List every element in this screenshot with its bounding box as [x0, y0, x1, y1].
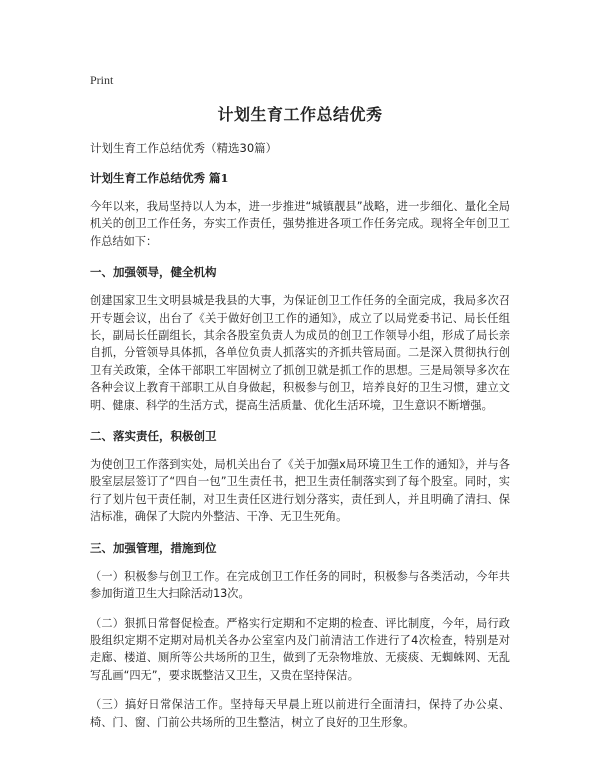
section-2-paragraph-1: 为使创卫工作落到实处，局机关出台了《关于加强x局环境卫生工作的通知》，并与各股室层层签订了“四自一包”卫生责任书，把卫生责任制落实到了每个股室。同时，实行了划片包干责任制，对卫生责任区进行划分落实，责任到人，并且明确了清扫、保洁标准，确保了大院内外整洁、干净、无卫生死角。 [90, 458, 510, 524]
section-3-paragraph-3: （三）搞好日常保洁工作。坚持每天早晨上班以前进行全面清扫，保持了办公桌、椅、门、窗、门前公共场所的卫生整洁，树立了良好的卫生形象。 [90, 698, 510, 729]
section-1-paragraph-1: 创建国家卫生文明县城是我县的大事，为保证创卫工作任务的全面完成，我局多次召开专题会议，出台了《关于做好创卫工作的通知》，成立了以局党委书记、局长任组长，副局长任副组长，其余各股室负责人为成员的创卫工作领导小组，形成了局长亲自抓，分管领导具体抓，各单位负责人抓落实的齐抓共管局面。二是深入贯彻执行创卫有关政策，全体干部职工牢固树立了抓创卫就是抓工作的思想。三是局领导多次在各种会议上教育干部职工从自身做起，积极参与创卫，培养良好的卫生习惯，建立文明、健康、科学的生活方式，提高生活质量、优化生活环境，卫生意识不断增强。 [90, 294, 510, 412]
document-title: 计划生育工作总结优秀 [217, 105, 383, 124]
section-heading-2: 二、落实责任，积极创卫 [90, 429, 217, 444]
section-3-paragraph-1: （一）积极参与创卫工作。在完成创卫工作任务的同时，积极参与各类活动，今年共参加街道卫生大扫除活动13次。 [90, 569, 510, 601]
article-title: 计划生育工作总结优秀 篇1 [90, 171, 229, 185]
intro-paragraph: 今年以来，我局坚持以人为本，进一步推进“城镇靓县”战略，进一步细化、量化全局机关的创卫工作任务，夯实工作责任，强势推进各项工作任务完成。现将全年创卫工作总结如下： [90, 200, 510, 248]
document-subtitle: 计划生育工作总结优秀（精选30篇） [90, 141, 278, 155]
section-3-paragraph-2: （二）狠抓日常督促检查。严格实行定期和不定期的检查、评比制度，今年，局行政股组织定期不定期对局机关各办公室室内及门前清洁工作进行了4次检查，特别是对走廊、楼道、厕所等公共场所的卫生，做到了无杂物堆放、无痰痰、无蜘蛛网、无乱写乱画“四无”，要求既整洁又卫生，又贵在坚持保洁。 [90, 616, 510, 682]
section-heading-3: 三、加强管理，措施到位 [90, 540, 217, 555]
print-link[interactable]: Print [90, 73, 114, 87]
section-heading-1: 一、加强领导，健全机构 [90, 265, 217, 280]
